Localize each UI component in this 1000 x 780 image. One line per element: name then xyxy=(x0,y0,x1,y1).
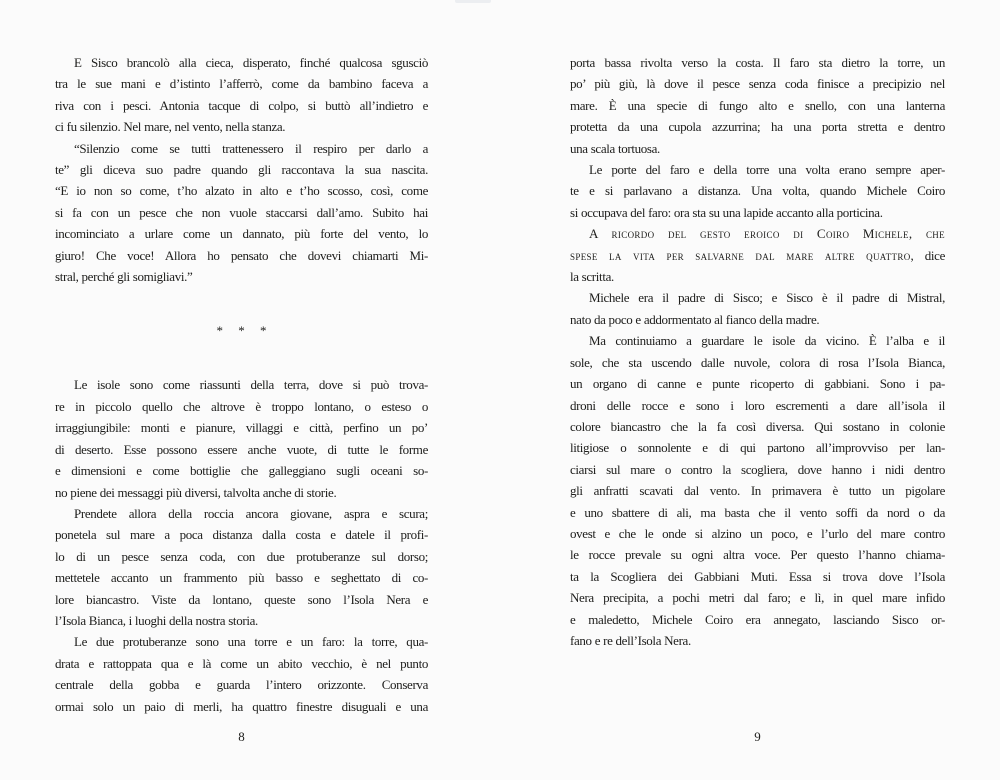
text-segment: litigiose o sonnolente e di qui partono all’improvviso per lan- xyxy=(570,440,945,456)
text-segment: “E io non so come, t’ho alzato in alto e t’ho scosso, così, come xyxy=(55,183,428,199)
paragraph xyxy=(570,330,945,651)
text-segment: la scritta. xyxy=(570,269,614,285)
paragraph xyxy=(55,503,428,631)
text-line xyxy=(55,180,428,201)
paragraph xyxy=(570,52,945,159)
text-segment: e dimensioni e come bottiglie che galleggiano sugli oceani so- xyxy=(55,463,428,479)
text-segment: un organo di canne e punte ricoperto di gabbiani. Sono i pa- xyxy=(570,376,945,392)
text-segment: ponetela sul mare a poca distanza dalla costa e datele il profi- xyxy=(55,527,428,543)
text-line xyxy=(55,546,428,567)
text-line xyxy=(570,52,945,73)
text-line xyxy=(570,138,945,159)
text-segment: stral, perché gli somigliavi.” xyxy=(55,269,193,285)
text-segment: no piene dei messaggi più diversi, talvolta anche di storie. xyxy=(55,484,337,500)
text-segment: ciarsi sul mare o contro la scogliera, dove hanno i nidi dentro xyxy=(570,461,945,477)
text-line xyxy=(55,589,428,610)
text-line xyxy=(55,696,428,717)
text-line xyxy=(55,52,428,73)
text-line xyxy=(570,245,945,266)
text-segment: e uno sbattere di ali, ma basta che il vento soffi da nord o da xyxy=(570,504,945,520)
text-segment: lo di un pesce senza coda, con due protuberanze sul dorso; xyxy=(55,548,428,564)
text-line xyxy=(570,544,945,565)
text-line xyxy=(570,159,945,180)
text-line xyxy=(570,395,945,416)
text-line xyxy=(570,266,945,287)
text-line xyxy=(55,567,428,588)
text-segment: le rocce prevale su ogni altra voce. Per questo l’hanno chiama- xyxy=(570,547,945,563)
text-line xyxy=(570,609,945,630)
text-segment: “Silenzio come se tutti trattenessero il respiro per darlo a xyxy=(74,140,428,156)
paragraph xyxy=(55,138,428,288)
text-line xyxy=(570,309,945,330)
text-segment: Le porte del faro e della torre una volta erano sempre aper- xyxy=(589,162,945,178)
text-segment: Le isole sono come riassunti della terra, dove si può trova- xyxy=(74,377,428,393)
text-segment: l’Isola Bianca, i luoghi della nostra storia. xyxy=(55,612,258,628)
inscription-smallcaps: spese la vita per salvarne dal mare altre quattro, xyxy=(570,247,915,263)
text-segment: mare. È una specie di fungo alto e snello, con una lanterna xyxy=(570,97,945,113)
paragraph xyxy=(55,374,428,502)
text-line xyxy=(55,439,428,460)
text-segment: ormai solo un paio di merli, ha quattro finestre disuguali e una xyxy=(55,698,428,714)
text-line xyxy=(570,566,945,587)
text-line xyxy=(570,523,945,544)
text-line xyxy=(570,459,945,480)
text-segment: po’ più giù, là dove il pesce senza coda finisce a precipizio nel xyxy=(570,76,945,92)
text-line xyxy=(55,374,428,395)
text-segment: droni delle rocce e sono i loro escrementi a dare all’isola il xyxy=(570,397,945,413)
folio-right: 9 xyxy=(754,729,761,744)
text-segment: E Sisco brancolò alla cieca, disperato, finché qualcosa sgusciò xyxy=(74,55,428,70)
text-segment: e maledetto, Michele Coiro era annegato, lasciando Sisco or- xyxy=(570,611,945,627)
folio-left: 8 xyxy=(238,729,245,744)
text-line xyxy=(55,159,428,180)
text-segment: tra le sue mani e d’istinto l’afferrò, come da bambino faceva a xyxy=(55,76,428,92)
text-line xyxy=(570,202,945,223)
text-line xyxy=(55,653,428,674)
section-separator: * * * xyxy=(216,323,273,339)
text-line xyxy=(55,482,428,503)
text-line xyxy=(570,223,945,244)
text-segment: te e si parlavano a distanza. Una volta, quando Michele Coiro xyxy=(570,183,945,199)
text-segment: protetta da una cupola azzurrina; ha una porta stretta e dentro xyxy=(570,119,945,135)
text-segment: ta la Scogliera dei Gabbiani Muti. Essa si trova dove l’Isola xyxy=(570,568,945,584)
page-text xyxy=(570,52,945,651)
text-segment: si occupava del faro: ora sta su una lapide accanto alla porticina. xyxy=(570,204,883,220)
text-line xyxy=(55,138,428,159)
text-segment: Le due protuberanze sono una torre e un faro: la torre, qua- xyxy=(74,634,428,650)
text-line xyxy=(570,373,945,394)
text-line xyxy=(55,116,428,137)
text-segment: colore biancastro che la fa così diversa. Qui sostano in colonie xyxy=(570,418,945,434)
text-line xyxy=(570,352,945,373)
text-line xyxy=(570,480,945,501)
text-segment: drata e rattoppata qua e là come un abito vecchio, è nel punto xyxy=(55,655,428,671)
text-line xyxy=(55,223,428,244)
text-line xyxy=(55,202,428,223)
text-line xyxy=(570,502,945,523)
text-line xyxy=(570,330,945,351)
inscription-smallcaps: A ricordo del gesto eroico di Coiro Michele, che xyxy=(589,226,945,242)
text-line xyxy=(55,266,428,287)
paragraph xyxy=(55,631,428,717)
text-segment: lore biancastro. Viste da lontano, queste sono l’Isola Nera e xyxy=(55,591,428,607)
text-segment: nato da poco e addormentato al fianco della madre. xyxy=(570,311,820,327)
text-line xyxy=(570,630,945,651)
page-text xyxy=(55,52,428,717)
text-line xyxy=(570,437,945,458)
text-segment: giuro! Che voce! Allora ho pensato che dovevi chiamarti Mi- xyxy=(55,247,428,263)
text-line xyxy=(55,417,428,438)
text-segment: dice xyxy=(914,247,945,263)
text-segment: si fa con un pesce che non vuole staccarsi dall’amo. Subito hai xyxy=(55,204,428,220)
text-line xyxy=(55,524,428,545)
text-segment: riva con i pesci. Antonia tacque di colpo, si buttò all’indietro e xyxy=(55,97,428,113)
text-segment: incominciato a urlare come un dannato, più forte del vento, lo xyxy=(55,226,428,242)
text-line xyxy=(570,116,945,137)
text-line xyxy=(55,503,428,524)
text-line xyxy=(55,245,428,266)
text-line xyxy=(55,396,428,417)
text-line xyxy=(55,610,428,631)
text-segment: una scala tortuosa. xyxy=(570,140,660,156)
page-right xyxy=(500,0,1000,780)
text-segment: Prendete allora della roccia ancora giovane, aspra e scura; xyxy=(74,505,428,521)
text-line xyxy=(570,587,945,608)
text-segment: Michele era il padre di Sisco; e Sisco è il padre di Mistral, xyxy=(589,290,945,306)
text-line xyxy=(570,416,945,437)
text-segment: te” gli diceva suo padre quando gli raccontava la sua nascita. xyxy=(55,162,428,178)
text-segment: sole, che sta uscendo dalle nuvole, colora di rosa l’Isola Bianca, xyxy=(570,354,945,370)
text-line xyxy=(55,73,428,94)
text-segment: re in piccolo quello che altrove è troppo lontano, o esteso o xyxy=(55,398,428,414)
paragraph xyxy=(570,223,945,287)
text-segment: gli anfratti scavati dal vento. In primavera è tutto un pigolare xyxy=(570,483,945,499)
text-segment: Ma continuiamo a guardare le isole da vicino. È l’alba e il xyxy=(589,333,945,349)
paragraph xyxy=(55,52,428,138)
text-segment: irraggiungibile: monti e pianure, villaggi e città, perfino un po’ xyxy=(55,420,428,436)
paragraph xyxy=(570,287,945,330)
text-line xyxy=(570,95,945,116)
text-line xyxy=(570,180,945,201)
text-segment: ci fu silenzio. Nel mare, nel vento, nella stanza. xyxy=(55,119,286,135)
text-line xyxy=(55,631,428,652)
text-segment: mettetele accanto un frammento più basso e seghettato di co- xyxy=(55,570,428,586)
text-segment: di deserto. Esse possono essere anche vuote, di tutte le forme xyxy=(55,441,428,457)
text-line xyxy=(570,73,945,94)
text-segment: ovest e che le onde si alzino un poco, e l’urlo del mare contro xyxy=(570,525,945,541)
text-segment: porta bassa rivolta verso la costa. Il faro sta dietro la torre, un xyxy=(570,55,945,70)
paragraph xyxy=(570,159,945,223)
text-segment: fano e re dell’Isola Nera. xyxy=(570,632,691,648)
text-line xyxy=(570,287,945,308)
text-line xyxy=(55,95,428,116)
text-segment: centrale della gobba e guarda l’intero orizzonte. Conserva xyxy=(55,677,428,693)
text-segment: Nera precipita, a pochi metri dal faro; e lì, in quel mare infido xyxy=(570,590,945,606)
text-line xyxy=(55,460,428,481)
text-line xyxy=(55,674,428,695)
